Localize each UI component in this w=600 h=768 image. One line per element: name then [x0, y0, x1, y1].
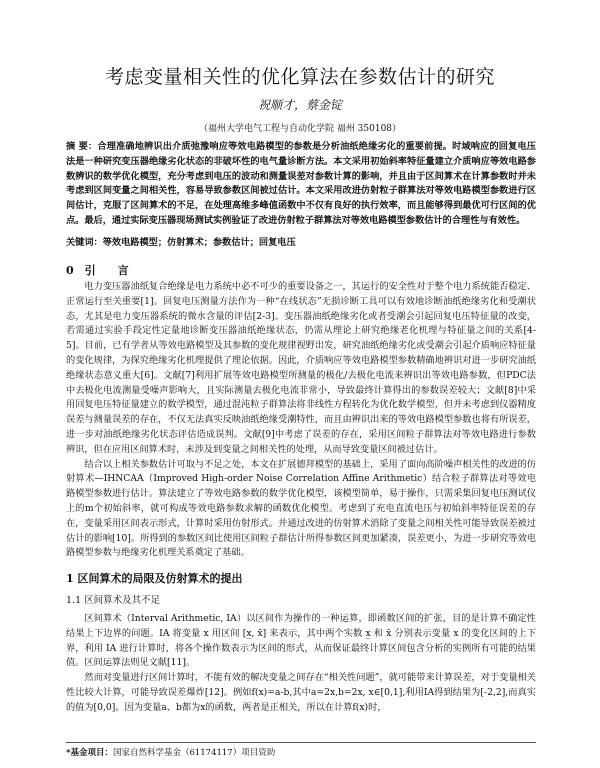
abstract — [66, 140, 536, 229]
section-1-heading: 1 区间算术的局限及仿射算术的提出 — [66, 572, 243, 585]
footnote-text: 国家自然科学基金（61174117）项目资助 — [112, 748, 276, 758]
section-0-heading: 0 引 言 — [66, 264, 129, 277]
keywords-label: 关键词： — [66, 237, 103, 248]
abstract-text: 合理准确地辨识出介质弛豫响应等效电路模型的参数是分析油纸绝缘劣化的重要前提。时域响应的回复电压法是一种研究变压器绝缘劣化状态的非破坏性的电气量诊断方法。本文采用初始斜率特征量建立介质响应等效电路参数辨识的数学优化模型，充分考虑到电压的波动和测量误差对参数计算的影响，并且由于区间算术在计算参数时并未考虑到区间变量之间相关性，容易导致参数区间被过估计。本文采用改进仿射粒子群算法对等效电路模型参数进行区间估计，克服了区间算术的不足，在处理高维多峰值函数中不仅有良好的执行效率，而且能够得到最优可行区间的优点。最后，通过实际变压器现场测试实例验证了改进仿射粒子群算法对等效电路模型参数估计的合理性与有效性。 — [66, 141, 536, 226]
keywords-text: 等效电路模型；仿射算术；参数估计；回复电压 — [102, 237, 296, 248]
intro-paragraph-1: 电力变压器油纸复合绝缘是电力系统中必不可少的重要设备之一，其运行的安全性对于整个电力系统能否稳定、正常运行至关重要[1]。回复电压测量方法作为一种“在线状态”无损诊断工具可以有效地诊断油纸绝缘劣化和受潮状态，尤其是电力变压器系统的微水含量的评估[2-3]。变压器油纸绝缘劣化或者受潮会引起回复电压特征量的改变，若需通过实验手段定性定量地诊断变压器油纸绝缘状态，仍需从理论上研究绝缘老化机理与特征量之间的关系[4-5]。目前，已有学者从等效电路模型及其参数的变化规律视野出发，研究油纸绝缘劣化或受潮会引起介质响应特征量的变化规律，为探究绝缘劣化机理提供了理论依据。因此，介质响应等效电路模型参数精确地辨识对进一步研究油纸绝缘状态意义重大[6]。文献[7]利用扩展等效电路模型所测量的极化/去极化电流来辨识出等效电路参数，但PDC法中去极化电流测量受噪声影响大，且实际测量去极化电流非常小，导致最终计算得出的参数误差较大；文献[8]中采用回复电压特征量建立的数学模型，通过混沌粒子群算法将非线性方程转化为优化数学模型，但并未考虑到仪器精度误差与测量误差的存在，不仅无法真实反映油纸绝缘受潮特性，而且由辨识出来的等效电路模型参数也将有所误差，进一步对油纸绝缘劣化状态评估造成误判。文献[9]中考虑了误差的存在，采用区间粒子群算法对等效电路进行参数辨识，但在应用区间算术时，未涉及到变量之间相关性的处理，从而导致变量区间被过估计。 — [66, 281, 536, 455]
abstract-label: 摘 要： — [66, 141, 98, 152]
section-1-1-paragraph-2: 然而对变量进行区间计算时，不能有效的解决变量之间存在“相关性问题”，就可能带来计算误差，对于变量相关性比较大计算，可能导致误差爆炸[12]。例如f(x)=a-b,其中a=2x,b=2x, x∈[0,1],利用IA得到结果为[-2,2],而真实的值为[0,0]。因为变量a、b都为x的函数，两者是正相关，所以在计算f(x)时， — [66, 672, 536, 713]
section-1-1-body — [66, 612, 536, 716]
intro-section — [66, 280, 536, 561]
footnote — [66, 742, 536, 758]
intro-paragraph-2: 结合以上相关参数估计可取与不足之处，本文在扩展德拜模型的基础上，采用了面向高阶噪声相关性的改进的仿射算术—IHNCAA（Improved High-order Noise Correlation Affine Arithmetic）结合粒子群算法对等效电路模型参数进行估计。算法建立了等效电路参数的数学优化模型，该模型简单，易于操作，只需采集回复电压测试仪上的m个初始斜率，就可构成等效电路参数求解的函数优化模型。考虑到了充电直流电压与初始斜率特征误差的存在，变量采用区间表示形式，计算时采用仿射形式。并通过改进的仿射算术消除了变量之间相关性可能导致误差被过估计的影响[10]。所得到的参数区间比使用区间粒子群估计所得参数区间更加紧凑，误差更小，为进一步研究等效电路模型参数与绝缘劣化机理关系奠定了基础。 — [66, 458, 536, 559]
section-1-1-paragraph-1: 区间算术（Interval Arithmetic, IA）以区间作为操作的一种运算，即函数区间的扩张，目的是计算不确定性结果上下边界的问题。IA 将变量 x 用区间 [x̲, x̄] 来表示，其中两个实数 x̲ 和 x̄ 分别表示变量 x 的变化区间的上下界，利用 IA 进行计算时，将各个操作数表示为区间的形式，从而保证最终计算区间包含分析的实例所有可能的结果值。区间运算法则见文献[11]。 — [66, 613, 536, 669]
section-1-1-heading: 1.1 区间算术及其不足 — [66, 595, 161, 606]
keywords — [66, 236, 536, 251]
footnote-label: *基金项目： — [66, 748, 113, 758]
paper-authors: 祝顺才，蔡金锭 — [257, 98, 342, 112]
paper-title: 考虑变量相关性的优化算法在参数估计的研究 — [104, 66, 495, 88]
paper-affiliation: （福州大学电气工程与自动化学院 福州 350108） — [198, 124, 402, 134]
